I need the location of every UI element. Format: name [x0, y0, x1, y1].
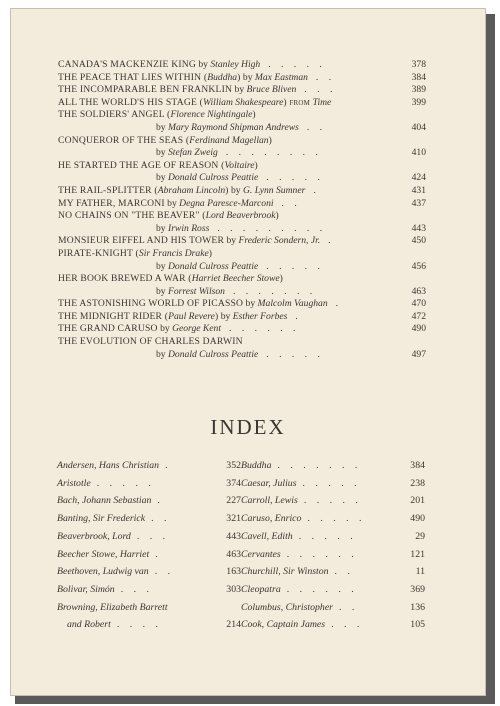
- toc-subject: Harriet Beecher Stowe: [191, 273, 280, 285]
- toc-entry: [58, 97, 426, 110]
- index-page-number: 463: [226, 548, 241, 560]
- toc-entry: [58, 349, 426, 362]
- toc-by: by: [240, 71, 255, 83]
- toc-entry: [58, 59, 426, 72]
- toc-subject: Sir Francis Drake: [138, 247, 209, 259]
- toc-author: Forrest Wilson: [168, 285, 225, 297]
- index-entry: [241, 599, 425, 617]
- table-of-contents: [58, 59, 426, 361]
- index-name: Banting, Sir Frederick: [57, 513, 146, 525]
- toc-title-end: ): [214, 310, 219, 322]
- index-entry: [57, 528, 241, 546]
- index-name: Caesar, Julius: [241, 477, 297, 489]
- index-name: Cook, Captain James: [241, 619, 326, 631]
- index-page-number: 163: [226, 566, 241, 578]
- index-page-number: 214: [226, 619, 241, 631]
- index-page-number: 374: [226, 477, 241, 489]
- toc-title: THE SOLDIERS' ANGEL (: [58, 109, 171, 121]
- toc-entry: [58, 311, 426, 324]
- toc-entry: [58, 248, 426, 261]
- index-entry: [241, 581, 425, 599]
- toc-entry: [58, 235, 426, 248]
- index-name: Beethoven, Ludwig van: [57, 566, 149, 578]
- toc-author: Mary Raymond Shipman Andrews: [168, 121, 299, 133]
- index-column-right: [241, 457, 425, 634]
- index-page-number: 105: [410, 619, 425, 631]
- index-entry: [57, 457, 241, 475]
- toc-title: THE INCOMPARABLE BEN FRANKLIN: [58, 84, 233, 96]
- toc-title-end: ): [268, 134, 273, 146]
- toc-subject: William Shakespeare: [203, 96, 284, 108]
- toc-leader-dots: . . . . . .: [229, 323, 300, 335]
- toc-leader-dots: . . . . . . . .: [225, 147, 322, 159]
- index-name: Cavell, Edith: [241, 530, 293, 542]
- toc-by: by: [156, 147, 168, 159]
- index-name: Andersen, Hans Christian: [57, 460, 160, 471]
- toc-leader-dots: .: [328, 235, 335, 247]
- toc-entry: [58, 122, 426, 135]
- index-entry: [241, 492, 425, 510]
- toc-leader-dots: . .: [315, 71, 336, 83]
- toc-leader-dots: . . . . .: [266, 348, 324, 360]
- toc-leader-dots: . . . . .: [266, 260, 324, 272]
- toc-leader-dots: . . . . .: [266, 172, 324, 184]
- toc-subject: Voltaire: [224, 159, 255, 171]
- index-leader-dots: . .: [334, 566, 354, 578]
- toc-author: Time: [312, 96, 332, 108]
- index-leader-dots: . . . . .: [307, 513, 366, 525]
- index-leader-dots: . . . . . .: [286, 583, 358, 595]
- toc-title-end: ): [252, 109, 256, 121]
- toc-author: Donald Culross Peattie: [168, 348, 259, 360]
- toc-entry: [58, 185, 426, 198]
- index-entry: [241, 510, 425, 528]
- index-name: Browning, Elizabeth Barrett: [57, 601, 168, 613]
- toc-by: by: [157, 323, 173, 335]
- toc-page-number: 470: [411, 298, 426, 310]
- toc-page-number: 378: [411, 59, 426, 70]
- toc-author: Max Eastman: [254, 71, 308, 83]
- index-entry: [57, 546, 241, 564]
- index-page-number: 238: [410, 477, 425, 489]
- index-leader-dots: .: [157, 495, 164, 507]
- toc-title: ALL THE WORLD'S HIS STAGE (: [58, 96, 204, 108]
- toc-entry: [58, 273, 426, 286]
- toc-entry: [58, 84, 426, 97]
- toc-leader-dots: . . . . . . . . .: [217, 222, 327, 234]
- toc-author: Malcolm Vaughan: [257, 298, 328, 310]
- toc-entry: [58, 172, 426, 185]
- index-name: Cervantes: [241, 548, 281, 560]
- toc-entry: [58, 336, 426, 349]
- index-entry: [241, 616, 425, 634]
- index-leader-dots: . . . . .: [298, 530, 357, 542]
- toc-page-number: 404: [411, 121, 426, 133]
- index-page-number: 443: [226, 530, 241, 542]
- toc-author: Stefan Zweig: [168, 147, 218, 159]
- toc-by: by: [156, 172, 168, 184]
- index-entry: [57, 616, 241, 634]
- toc-author: Degna Paresce-Marconi: [179, 197, 274, 209]
- toc-subject: Lord Beaverbrook: [205, 210, 276, 222]
- toc-by: by: [224, 235, 239, 247]
- toc-entry: [58, 198, 426, 211]
- toc-page-number: 456: [411, 260, 426, 272]
- index-name: Bolivar, Simón: [57, 583, 115, 595]
- toc-author: Frederic Sondern, Jr.: [238, 235, 321, 247]
- toc-author: Stanley High: [210, 59, 261, 70]
- toc-page-number: 472: [411, 310, 426, 322]
- index-column-left: [57, 457, 241, 634]
- toc-title-end: ): [208, 247, 213, 259]
- toc-entry: [58, 323, 426, 336]
- index-page-number: 201: [410, 495, 425, 507]
- index-entry: [57, 475, 241, 493]
- index-entry: [57, 599, 241, 617]
- index-entry: [57, 563, 241, 581]
- index-leader-dots: . . .: [331, 619, 364, 631]
- toc-leader-dots: . . . . .: [268, 59, 326, 70]
- toc-title-end: ) from: [283, 96, 313, 108]
- toc-title: CONQUEROR OF THE SEAS (: [58, 134, 190, 146]
- toc-leader-dots: .: [313, 184, 320, 196]
- index-entry: [241, 546, 425, 564]
- index-page-number: 303: [226, 583, 241, 595]
- toc-title: CANADA'S MACKENZIE KING: [58, 59, 196, 70]
- toc-page-number: 399: [411, 96, 426, 108]
- index-leader-dots: . . .: [120, 583, 153, 595]
- toc-by: by: [156, 260, 168, 272]
- index-name: Columbus, Christopher: [241, 601, 333, 613]
- toc-by: by: [228, 184, 243, 196]
- toc-by: by: [156, 285, 168, 297]
- index-leader-dots: . . .: [136, 530, 170, 542]
- toc-entry: [58, 286, 426, 299]
- toc-subject: Ferdinand Magellan: [189, 134, 269, 146]
- toc-page-number: 497: [411, 348, 426, 360]
- toc-entry: [58, 160, 426, 173]
- toc-title-end: ): [237, 71, 241, 83]
- index-leader-dots: . .: [154, 566, 175, 578]
- toc-page-number: 431: [411, 184, 426, 196]
- index-leader-dots: . .: [151, 513, 171, 525]
- index-leader-dots: . . . . . . .: [277, 460, 362, 471]
- toc-title: THE ASTONISHING WORLD OF PICASSO: [58, 298, 244, 310]
- toc-author: Esther Forbes: [232, 310, 288, 322]
- index-leader-dots: . . . . . .: [286, 548, 358, 560]
- index-page-number: 490: [410, 513, 425, 525]
- index-page-number: 352: [226, 460, 241, 471]
- toc-by: by: [156, 348, 168, 360]
- toc-page-number: 424: [411, 172, 426, 184]
- toc-subject: Florence Nightingale: [170, 109, 253, 121]
- toc-subject: Abraham Lincoln: [157, 184, 226, 196]
- toc-leader-dots: . . .: [304, 84, 337, 96]
- toc-author: G. Lynn Sumner: [242, 184, 306, 196]
- toc-entry: [58, 135, 426, 148]
- index-page-number: 384: [410, 460, 425, 471]
- toc-title: THE RAIL-SPLITTER (: [58, 184, 158, 196]
- toc-author: George Kent: [172, 323, 222, 335]
- toc-page-number: 450: [411, 235, 426, 247]
- toc-author: Bruce Bliven: [246, 84, 297, 96]
- index-entry: [57, 492, 241, 510]
- toc-title-end: ): [275, 210, 279, 222]
- toc-entry: [58, 261, 426, 274]
- toc-title: THE MIDNIGHT RIDER (: [58, 310, 169, 322]
- index-name: Buddha: [241, 460, 272, 471]
- toc-author: Irwin Ross: [168, 222, 210, 234]
- toc-page-number: 389: [411, 84, 426, 96]
- index-entry: [241, 563, 425, 581]
- toc-by: by: [156, 121, 168, 133]
- index-name: Beaverbrook, Lord: [57, 530, 131, 542]
- index-page-number: 227: [226, 495, 241, 507]
- index-name: Caruso, Enrico: [241, 513, 302, 525]
- index-entry: [241, 475, 425, 493]
- toc-title: THE EVOLUTION OF CHARLES DARWIN: [58, 336, 243, 348]
- toc-leader-dots: . . . . . . .: [232, 285, 317, 297]
- toc-title: THE PEACE THAT LIES WITHIN (: [58, 71, 208, 83]
- toc-by: by: [164, 197, 180, 209]
- toc-title: HE STARTED THE AGE OF REASON (: [58, 159, 225, 171]
- index-entry: [57, 581, 241, 599]
- toc-author: Donald Culross Peattie: [168, 172, 259, 184]
- index-name: Cleopatra: [241, 583, 281, 595]
- index-name: Churchill, Sir Winston: [241, 566, 329, 578]
- index-page-number: 121: [410, 548, 425, 560]
- toc-by: by: [156, 222, 168, 234]
- toc-author: Donald Culross Peattie: [168, 260, 259, 272]
- toc-entry: [58, 147, 426, 160]
- toc-title: MY FATHER, MARCONI: [58, 197, 165, 209]
- toc-title: PIRATE-KNIGHT (: [58, 247, 139, 259]
- toc-entry: [58, 298, 426, 311]
- toc-title-end: ): [254, 159, 258, 171]
- toc-page-number: 443: [411, 222, 426, 234]
- index-name: Bach, Johann Sebastian: [57, 495, 152, 507]
- index-leader-dots: . . . . .: [302, 477, 361, 489]
- toc-leader-dots: . .: [306, 121, 327, 133]
- toc-title-end: ): [279, 273, 284, 285]
- toc-leader-dots: .: [295, 310, 302, 322]
- toc-title: THE GRAND CARUSO: [58, 323, 158, 335]
- toc-page-number: 410: [411, 147, 426, 159]
- index-name: Aristotle: [57, 477, 91, 489]
- toc-entry: [58, 210, 426, 223]
- book-page: [10, 8, 486, 696]
- index-page-number: 11: [415, 566, 425, 578]
- index-page-number: 29: [415, 530, 425, 542]
- toc-subject: Paul Revere: [168, 310, 215, 322]
- index-leader-dots: . . . .: [116, 619, 162, 631]
- index-leader-dots: . . . . .: [96, 477, 155, 489]
- index-heading: INDEX: [210, 415, 286, 439]
- toc-entry: [58, 109, 426, 122]
- toc-page-number: 463: [411, 285, 426, 297]
- toc-title: MONSIEUR EIFFEL AND HIS TOWER: [58, 235, 225, 247]
- toc-by: by: [232, 84, 247, 96]
- toc-leader-dots: .: [335, 298, 343, 310]
- index-page-number: 321: [226, 513, 241, 525]
- toc-page-number: 490: [411, 323, 426, 335]
- index-leader-dots: .: [155, 548, 162, 560]
- toc-entry: [58, 72, 426, 85]
- index-page-number: 369: [410, 583, 425, 595]
- toc-page-number: 384: [411, 71, 426, 83]
- index-page-number: 136: [410, 601, 425, 613]
- toc-by: by: [195, 59, 211, 70]
- toc-by: by: [218, 310, 233, 322]
- toc-subject: Buddha: [207, 71, 238, 83]
- index-leader-dots: . .: [339, 601, 359, 613]
- index-name: Carroll, Lewis: [241, 495, 298, 507]
- index-entry: [241, 528, 425, 546]
- index-leader-dots: . . . . .: [303, 495, 362, 507]
- toc-entry: [58, 223, 426, 236]
- toc-title: NO CHAINS ON "THE BEAVER" (: [58, 210, 206, 222]
- index-leader-dots: .: [165, 460, 172, 471]
- index-name: Beecher Stowe, Harriet: [57, 548, 150, 560]
- toc-page-number: 437: [411, 197, 426, 209]
- toc-leader-dots: . .: [281, 197, 301, 209]
- index-name: and Robert: [67, 619, 111, 631]
- toc-by: by: [243, 298, 258, 310]
- toc-title: HER BOOK BREWED A WAR (: [58, 273, 192, 285]
- index-entry: [57, 510, 241, 528]
- toc-title-end: ): [225, 184, 229, 196]
- index-entry: [241, 457, 425, 475]
